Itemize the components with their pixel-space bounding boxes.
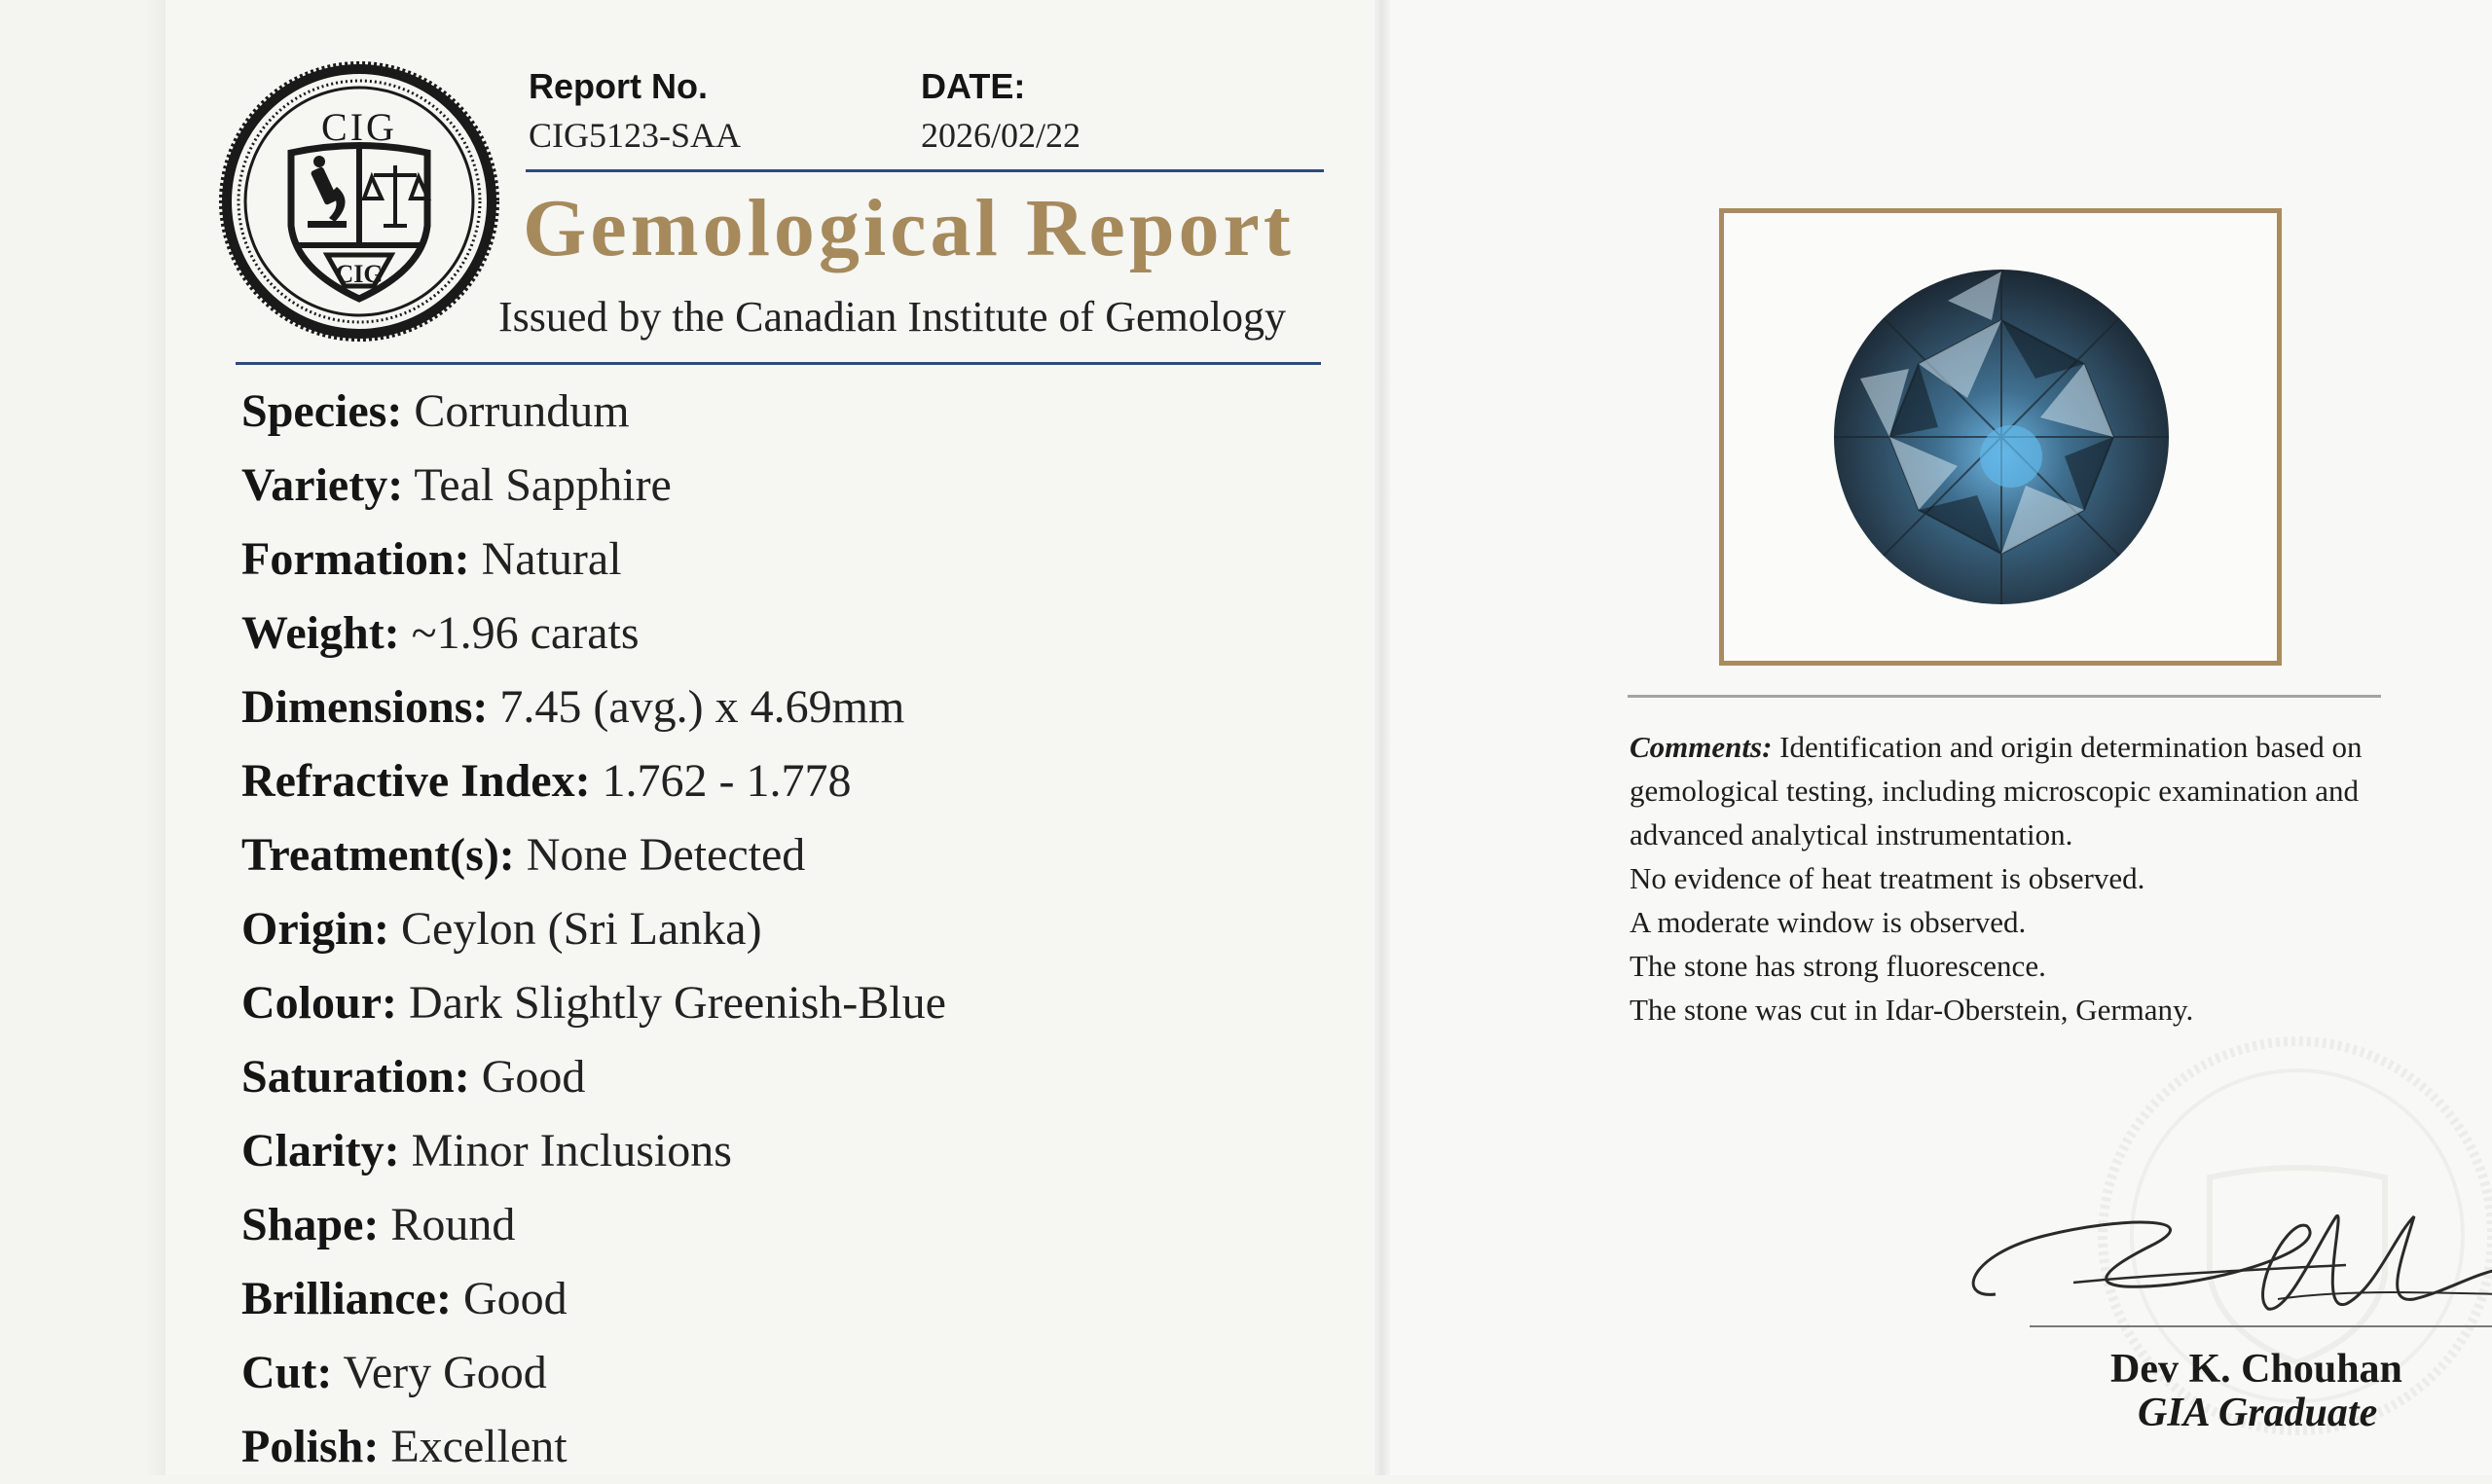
spec-label: Brilliance: — [241, 1273, 452, 1324]
spec-label: Weight: — [241, 607, 400, 659]
spec-label: Polish: — [241, 1421, 380, 1472]
comments-top-rule — [1628, 695, 2381, 698]
spec-value: 1.762 - 1.778 — [602, 755, 852, 807]
spec-label: Cut: — [241, 1347, 333, 1398]
date-label: DATE: — [921, 66, 1026, 106]
comments-text: Identification and origin determination based on — [1779, 730, 2363, 764]
header-top-rule — [526, 169, 1324, 172]
signature-icon — [1957, 1177, 2492, 1333]
spec-value: Very Good — [343, 1347, 547, 1398]
spec-value: 7.45 (avg.) x 4.69mm — [499, 681, 905, 733]
spec-brilliance — [241, 1262, 946, 1336]
spec-cut — [241, 1336, 946, 1410]
signature-rule — [2030, 1325, 2492, 1327]
spec-value: Excellent — [390, 1421, 568, 1472]
spec-value: Corrundum — [414, 385, 630, 437]
comments-line: No evidence of heat treatment is observed. — [1630, 861, 2145, 895]
report-no-label: Report No. — [529, 66, 708, 106]
header-bottom-rule — [236, 362, 1321, 365]
spec-value: Natural — [481, 533, 622, 585]
comments-line: gemological testing, including microscopic examination and — [1630, 774, 2359, 808]
report-no-value: CIG5123-SAA — [529, 116, 742, 155]
seal-icon — [218, 60, 500, 343]
spec-polish — [241, 1410, 946, 1484]
sapphire-gem-image — [1831, 262, 2172, 612]
spec-refractive-index — [241, 744, 946, 818]
spec-value: Teal Sapphire — [414, 459, 672, 511]
spec-colour — [241, 966, 946, 1040]
spec-clarity — [241, 1114, 946, 1188]
spec-value: None Detected — [526, 829, 806, 881]
comments-line — [1630, 725, 2428, 769]
seal-text: CIG — [321, 105, 397, 149]
report-subtitle: Issued by the Canadian Institute of Gemology — [498, 293, 1286, 341]
spec-label: Saturation: — [241, 1051, 470, 1103]
specs-list — [241, 375, 946, 1484]
spec-variety — [241, 449, 946, 523]
seal-inner-text: CIG — [335, 260, 384, 288]
spec-treatments — [241, 818, 946, 892]
spec-label: Variety: — [241, 459, 404, 511]
spec-saturation — [241, 1040, 946, 1114]
spec-formation — [241, 523, 946, 597]
report-title: Gemological Report — [523, 183, 1295, 273]
comments-line: advanced analytical instrumentation. — [1630, 817, 2073, 851]
spec-weight — [241, 597, 946, 670]
spec-value: Round — [390, 1199, 516, 1250]
signer-name: Dev K. Chouhan — [2110, 1347, 2402, 1392]
spec-value: ~1.96 carats — [411, 607, 640, 659]
spec-species — [241, 375, 946, 449]
spec-label: Treatment(s): — [241, 829, 515, 881]
spec-label: Species: — [241, 385, 403, 437]
cig-seal-logo — [218, 60, 500, 343]
spec-value: Ceylon (Sri Lanka) — [401, 903, 762, 955]
spec-label: Shape: — [241, 1199, 380, 1250]
spec-dimensions — [241, 670, 946, 744]
spec-label: Refractive Index: — [241, 755, 591, 807]
spec-value: Good — [462, 1273, 568, 1324]
spec-shape — [241, 1188, 946, 1262]
spec-value: Minor Inclusions — [411, 1125, 732, 1176]
comments-label: Comments: — [1630, 730, 1773, 764]
spec-label: Clarity: — [241, 1125, 400, 1176]
comments-line: A moderate window is observed. — [1630, 905, 2027, 939]
spec-label: Colour: — [241, 977, 397, 1029]
comments-line: The stone has strong fluorescence. — [1630, 949, 2046, 983]
signer-title: GIA Graduate — [2138, 1391, 2378, 1435]
page-fold — [1374, 0, 1390, 1475]
gem-photo-frame — [1719, 208, 2282, 666]
spec-label: Origin: — [241, 903, 389, 955]
comments-block — [1630, 725, 2428, 1032]
comments-line: The stone was cut in Idar-Oberstein, Germany. — [1630, 993, 2194, 1027]
spec-label: Dimensions: — [241, 681, 489, 733]
spec-label: Formation: — [241, 533, 470, 585]
spec-origin — [241, 892, 946, 966]
spec-value: Dark Slightly Greenish-Blue — [408, 977, 946, 1029]
date-value: 2026/02/22 — [921, 116, 1081, 155]
spec-value: Good — [481, 1051, 586, 1103]
